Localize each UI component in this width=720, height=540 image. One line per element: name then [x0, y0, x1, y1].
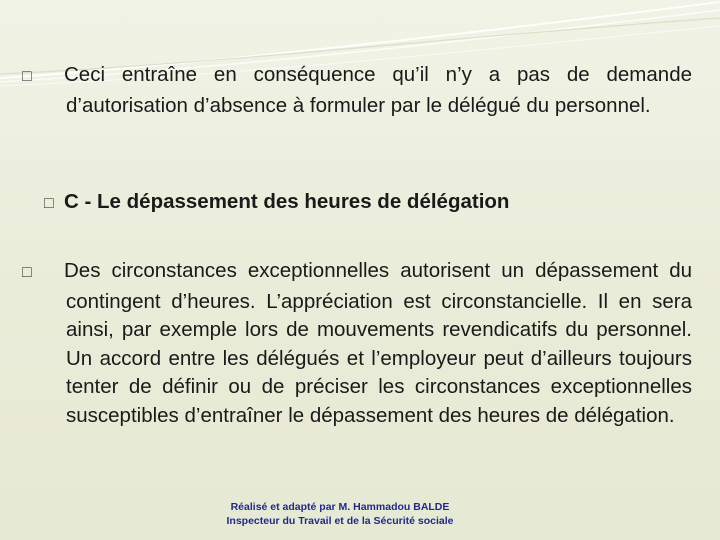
footer-line-2: Inspecteur du Travail et de la Sécurité sociale — [226, 515, 454, 527]
paragraph-3-text: Des circonstances exceptionnelles autorisent un dépassement du contingent d’heures. L’appréciation est circonstancielle. Il en sera ainsi, par exemple lors de mouvements revendicatifs du personnel. Un accord entre les délégués et l’employeur peut d’ailleurs toujours tenter de définir ou de préciser les circonstances exceptionnelles susceptibles d’entraîner le dépassement des heures de délégation. — [64, 259, 692, 427]
paragraph-3 — [22, 257, 692, 430]
bullet-icon: □ — [44, 195, 54, 212]
bullet-icon: □ — [22, 68, 32, 85]
paragraph-1 — [22, 61, 692, 120]
section-heading-text: C - Le dépassement des heures de délégation — [64, 190, 510, 213]
footer-credit — [190, 500, 490, 528]
bullet-icon: □ — [22, 264, 32, 281]
section-heading — [44, 188, 670, 219]
paragraph-1-text: Ceci entraîne en conséquence qu’il n’y a pas de demande d’autorisation d’absence à formuler par le délégué du personnel. — [64, 63, 692, 117]
footer-line-1: Réalisé et adapté par M. Hammadou BALDE — [230, 501, 450, 513]
